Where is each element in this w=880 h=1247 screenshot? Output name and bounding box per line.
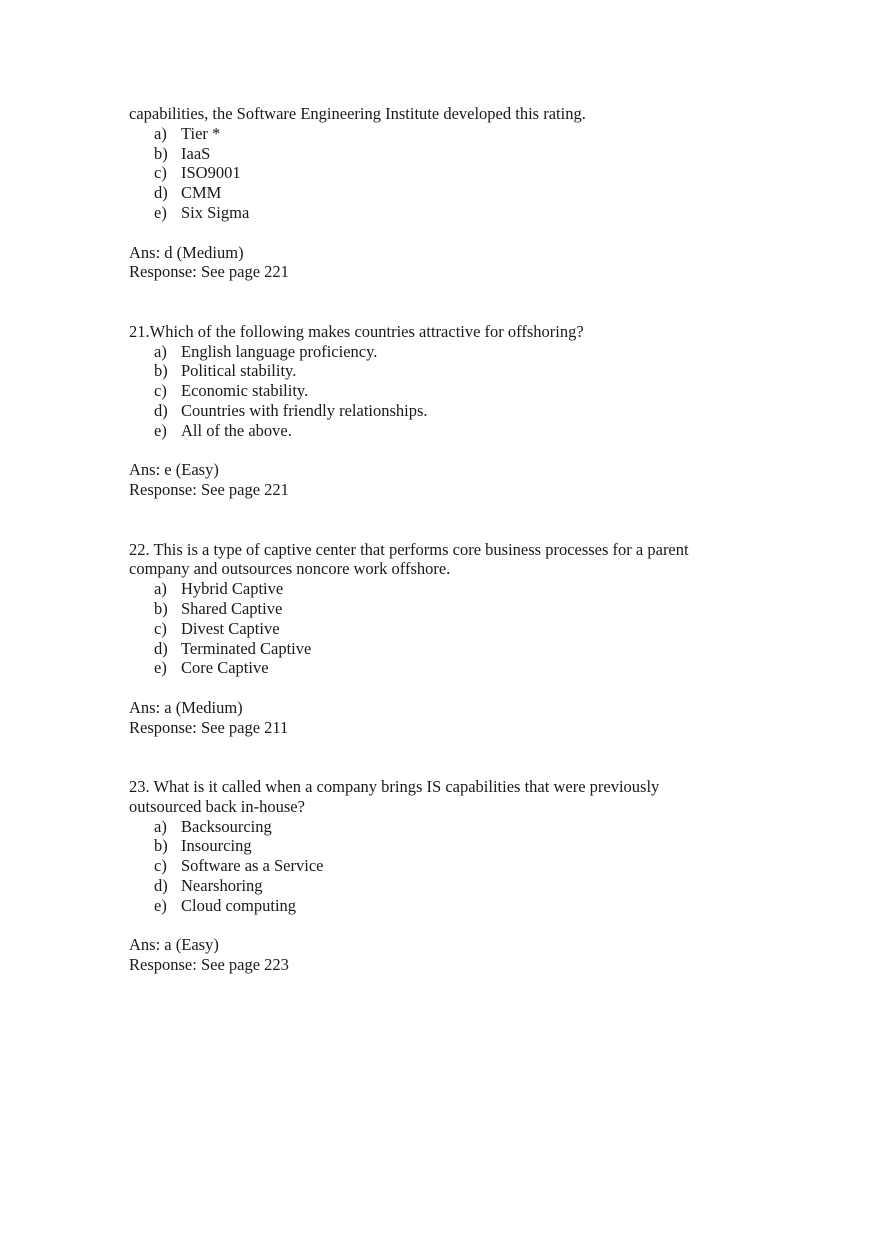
option-e: e) Cloud computing <box>154 895 297 915</box>
question-stem: 21.Which of the following makes countries attractive for offshoring? <box>129 321 584 341</box>
option-a: a) Hybrid Captive <box>154 579 284 599</box>
question-stem: outsourced back in-house? <box>129 796 305 816</box>
option-e: e) Six Sigma <box>154 202 250 222</box>
option-list <box>129 342 769 441</box>
option-list <box>129 817 769 916</box>
response-line: Response: See page 221 <box>129 480 289 500</box>
answer-line: Ans: e (Easy) <box>129 460 219 480</box>
question-stem: capabilities, the Software Engineering Institute developed this rating. <box>129 104 586 123</box>
option-e: e) All of the above. <box>154 420 292 440</box>
option-b: b) Shared Captive <box>154 598 283 618</box>
option-a: a) English language proficiency. <box>154 341 378 361</box>
option-a: a) Backsourcing <box>154 816 272 836</box>
option-d: d) Terminated Captive <box>154 638 312 658</box>
option-c: c) Divest Captive <box>154 618 280 638</box>
option-b: b) Insourcing <box>154 836 252 856</box>
question-20 <box>129 104 769 282</box>
answer-line: Ans: a (Medium) <box>129 697 243 717</box>
response-line: Response: See page 221 <box>129 262 289 282</box>
response-line: Response: See page 223 <box>129 955 289 975</box>
option-b: b) Political stability. <box>154 361 297 381</box>
option-b: b) IaaS <box>154 143 211 163</box>
option-a: a) Tier * <box>154 123 221 143</box>
answer-line: Ans: d (Medium) <box>129 242 244 262</box>
option-d: d) Nearshoring <box>154 876 263 896</box>
option-c: c) ISO9001 <box>154 163 241 183</box>
answer-line: Ans: a (Easy) <box>129 935 219 955</box>
question-stem: 23. What is it called when a company brings IS capabilities that were previously <box>129 777 660 797</box>
option-list <box>129 124 769 223</box>
question-21 <box>129 322 769 500</box>
response-line: Response: See page 211 <box>129 717 289 737</box>
question-stem: 22. This is a type of captive center that performs core business processes for a parent <box>129 539 689 559</box>
question-22 <box>129 540 769 738</box>
option-c: c) Software as a Service <box>154 856 324 876</box>
option-d: d) CMM <box>154 183 222 203</box>
question-stem: company and outsources noncore work offshore. <box>129 559 451 579</box>
option-c: c) Economic stability. <box>154 381 309 401</box>
option-list <box>129 579 769 678</box>
option-e: e) Core Captive <box>154 658 269 678</box>
option-d: d) Countries with friendly relationships. <box>154 400 428 420</box>
document-page <box>129 104 769 975</box>
question-23 <box>129 777 769 975</box>
